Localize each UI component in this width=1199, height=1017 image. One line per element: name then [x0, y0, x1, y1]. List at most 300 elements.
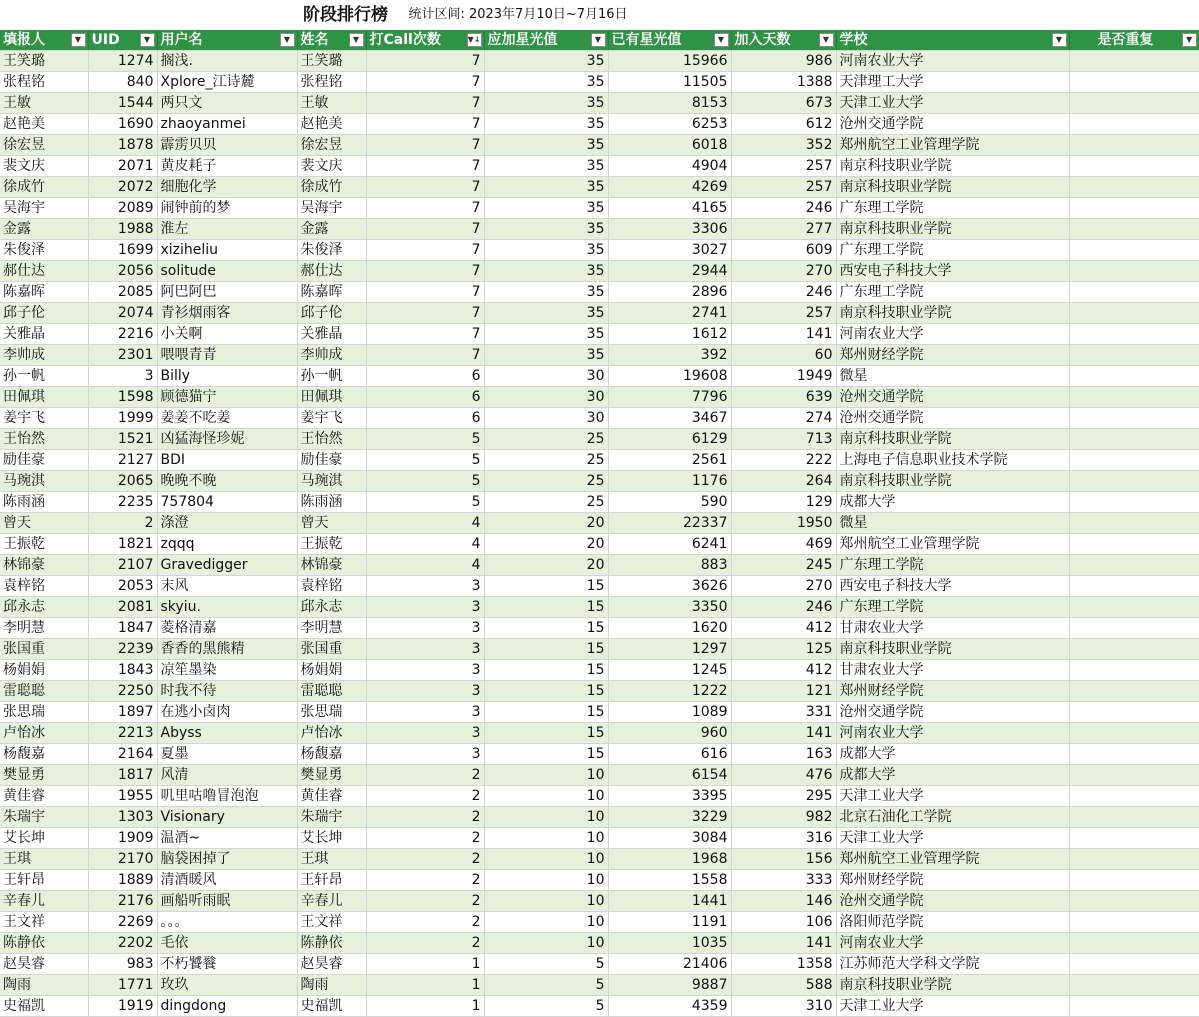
header-reporter[interactable] — [0, 30, 88, 51]
cell-school[interactable]: 沧州交通学院 — [836, 702, 1069, 723]
cell-name[interactable]: 黄佳睿 — [297, 786, 366, 807]
cell-call-count[interactable]: 6 — [366, 366, 484, 387]
cell-reporter[interactable]: 史福凯 — [0, 996, 88, 1017]
cell-uid[interactable]: 2202 — [88, 933, 157, 954]
cell-name[interactable]: 徐成竹 — [297, 177, 366, 198]
cell-name[interactable]: 袁梓铭 — [297, 576, 366, 597]
cell-uid[interactable]: 2250 — [88, 681, 157, 702]
cell-current-star[interactable]: 1245 — [608, 660, 731, 681]
cell-reporter[interactable]: 雷聪聪 — [0, 681, 88, 702]
cell-username[interactable]: 叽里咕噜冒泡泡 — [157, 786, 297, 807]
cell-school[interactable]: 甘肃农业大学 — [836, 660, 1069, 681]
cell-duplicate[interactable] — [1069, 261, 1199, 282]
cell-duplicate[interactable] — [1069, 702, 1199, 723]
cell-uid[interactable]: 2107 — [88, 555, 157, 576]
filter-dropdown-icon[interactable]: ▼ — [819, 33, 834, 47]
cell-school[interactable]: 微星 — [836, 366, 1069, 387]
cell-duplicate[interactable] — [1069, 639, 1199, 660]
cell-days-joined[interactable]: 412 — [731, 660, 836, 681]
cell-call-count[interactable]: 2 — [366, 828, 484, 849]
filter-dropdown-icon[interactable]: ▼ — [71, 33, 86, 47]
cell-current-star[interactable]: 3027 — [608, 240, 731, 261]
cell-reporter[interactable]: 艾长坤 — [0, 828, 88, 849]
cell-uid[interactable]: 2053 — [88, 576, 157, 597]
cell-name[interactable]: 郝仕达 — [297, 261, 366, 282]
cell-current-star[interactable]: 4165 — [608, 198, 731, 219]
cell-duplicate[interactable] — [1069, 828, 1199, 849]
cell-username[interactable]: 两只文 — [157, 93, 297, 114]
cell-school[interactable]: 沧州交通学院 — [836, 408, 1069, 429]
cell-duplicate[interactable] — [1069, 576, 1199, 597]
cell-call-count[interactable]: 5 — [366, 429, 484, 450]
cell-name[interactable]: 马琬淇 — [297, 471, 366, 492]
cell-call-count[interactable]: 3 — [366, 681, 484, 702]
filter-dropdown-icon[interactable]: ▼ — [714, 33, 729, 47]
cell-reporter[interactable]: 林锦豪 — [0, 555, 88, 576]
cell-days-joined[interactable]: 257 — [731, 177, 836, 198]
cell-name[interactable]: 王怡然 — [297, 429, 366, 450]
cell-name[interactable]: 陶雨 — [297, 975, 366, 996]
cell-school[interactable]: 成都大学 — [836, 744, 1069, 765]
cell-days-joined[interactable]: 1950 — [731, 513, 836, 534]
cell-days-joined[interactable]: 1358 — [731, 954, 836, 975]
cell-days-joined[interactable]: 316 — [731, 828, 836, 849]
cell-due-star[interactable]: 35 — [484, 240, 608, 261]
cell-call-count[interactable]: 6 — [366, 408, 484, 429]
cell-school[interactable]: 郑州航空工业管理学院 — [836, 849, 1069, 870]
cell-due-star[interactable]: 35 — [484, 51, 608, 72]
cell-username[interactable]: zhaoyanmei — [157, 114, 297, 135]
cell-days-joined[interactable]: 310 — [731, 996, 836, 1017]
cell-reporter[interactable]: 曾天 — [0, 513, 88, 534]
cell-duplicate[interactable] — [1069, 681, 1199, 702]
cell-name[interactable]: 赵昊睿 — [297, 954, 366, 975]
cell-call-count[interactable]: 7 — [366, 219, 484, 240]
cell-uid[interactable]: 2074 — [88, 303, 157, 324]
cell-username[interactable]: 在逃小卤肉 — [157, 702, 297, 723]
cell-current-star[interactable]: 1968 — [608, 849, 731, 870]
cell-duplicate[interactable] — [1069, 93, 1199, 114]
cell-reporter[interactable]: 关雅晶 — [0, 324, 88, 345]
cell-days-joined[interactable]: 125 — [731, 639, 836, 660]
cell-name[interactable]: 田佩琪 — [297, 387, 366, 408]
cell-current-star[interactable]: 1176 — [608, 471, 731, 492]
cell-duplicate[interactable] — [1069, 72, 1199, 93]
cell-current-star[interactable]: 960 — [608, 723, 731, 744]
cell-call-count[interactable]: 7 — [366, 303, 484, 324]
header-due-star[interactable] — [484, 30, 608, 51]
cell-current-star[interactable]: 883 — [608, 555, 731, 576]
cell-duplicate[interactable] — [1069, 744, 1199, 765]
cell-duplicate[interactable] — [1069, 471, 1199, 492]
cell-reporter[interactable]: 马琬淇 — [0, 471, 88, 492]
cell-due-star[interactable]: 35 — [484, 303, 608, 324]
cell-uid[interactable]: 1544 — [88, 93, 157, 114]
cell-uid[interactable]: 2072 — [88, 177, 157, 198]
cell-call-count[interactable]: 3 — [366, 744, 484, 765]
cell-school[interactable]: 南京科技职业学院 — [836, 177, 1069, 198]
cell-days-joined[interactable]: 106 — [731, 912, 836, 933]
cell-uid[interactable]: 1889 — [88, 870, 157, 891]
cell-username[interactable]: 夏墨 — [157, 744, 297, 765]
cell-due-star[interactable]: 35 — [484, 261, 608, 282]
cell-uid[interactable]: 3 — [88, 366, 157, 387]
cell-uid[interactable]: 2056 — [88, 261, 157, 282]
cell-call-count[interactable]: 3 — [366, 660, 484, 681]
cell-username[interactable]: xiziheliu — [157, 240, 297, 261]
cell-call-count[interactable]: 5 — [366, 471, 484, 492]
cell-days-joined[interactable]: 612 — [731, 114, 836, 135]
cell-reporter[interactable]: 徐成竹 — [0, 177, 88, 198]
cell-name[interactable]: 李帅成 — [297, 345, 366, 366]
cell-name[interactable]: 林锦豪 — [297, 555, 366, 576]
filter-dropdown-icon[interactable]: ▼ — [140, 33, 155, 47]
cell-name[interactable]: 徐宏昱 — [297, 135, 366, 156]
cell-duplicate[interactable] — [1069, 135, 1199, 156]
cell-call-count[interactable]: 2 — [366, 765, 484, 786]
cell-reporter[interactable]: 裴文庆 — [0, 156, 88, 177]
filter-dropdown-icon[interactable]: ▼ — [1052, 33, 1067, 47]
cell-username[interactable]: 霹雳贝贝 — [157, 135, 297, 156]
cell-uid[interactable]: 2164 — [88, 744, 157, 765]
cell-duplicate[interactable] — [1069, 996, 1199, 1017]
cell-duplicate[interactable] — [1069, 555, 1199, 576]
cell-days-joined[interactable]: 121 — [731, 681, 836, 702]
cell-days-joined[interactable]: 333 — [731, 870, 836, 891]
cell-due-star[interactable]: 15 — [484, 597, 608, 618]
header-school[interactable] — [836, 30, 1069, 51]
cell-duplicate[interactable] — [1069, 660, 1199, 681]
cell-username[interactable]: 时我不待 — [157, 681, 297, 702]
cell-username[interactable]: 757804 — [157, 492, 297, 513]
cell-reporter[interactable]: 王轩昂 — [0, 870, 88, 891]
cell-uid[interactable]: 983 — [88, 954, 157, 975]
cell-name[interactable]: 李明慧 — [297, 618, 366, 639]
cell-username[interactable]: Abyss — [157, 723, 297, 744]
cell-school[interactable]: 天津工业大学 — [836, 996, 1069, 1017]
cell-due-star[interactable]: 35 — [484, 114, 608, 135]
cell-days-joined[interactable]: 156 — [731, 849, 836, 870]
cell-duplicate[interactable] — [1069, 933, 1199, 954]
filter-dropdown-icon[interactable]: ▼ — [349, 33, 364, 47]
cell-days-joined[interactable]: 295 — [731, 786, 836, 807]
cell-school[interactable]: 广东理工学院 — [836, 282, 1069, 303]
cell-duplicate[interactable] — [1069, 513, 1199, 534]
cell-current-star[interactable]: 6154 — [608, 765, 731, 786]
cell-reporter[interactable]: 田佩琪 — [0, 387, 88, 408]
header-days-joined[interactable] — [731, 30, 836, 51]
cell-username[interactable]: 脑袋困掉了 — [157, 849, 297, 870]
cell-call-count[interactable]: 7 — [366, 93, 484, 114]
cell-name[interactable]: 杨娟娟 — [297, 660, 366, 681]
cell-days-joined[interactable]: 60 — [731, 345, 836, 366]
cell-reporter[interactable]: 王文祥 — [0, 912, 88, 933]
cell-name[interactable]: 陈静依 — [297, 933, 366, 954]
cell-call-count[interactable]: 2 — [366, 912, 484, 933]
cell-call-count[interactable]: 2 — [366, 933, 484, 954]
cell-current-star[interactable]: 2561 — [608, 450, 731, 471]
cell-duplicate[interactable] — [1069, 240, 1199, 261]
cell-school[interactable]: 南京科技职业学院 — [836, 219, 1069, 240]
cell-days-joined[interactable]: 986 — [731, 51, 836, 72]
cell-call-count[interactable]: 7 — [366, 324, 484, 345]
cell-username[interactable]: Billy — [157, 366, 297, 387]
cell-uid[interactable]: 2239 — [88, 639, 157, 660]
cell-uid[interactable]: 2071 — [88, 156, 157, 177]
cell-name[interactable]: 陈雨涵 — [297, 492, 366, 513]
cell-due-star[interactable]: 15 — [484, 723, 608, 744]
cell-duplicate[interactable] — [1069, 51, 1199, 72]
cell-days-joined[interactable]: 245 — [731, 555, 836, 576]
cell-username[interactable]: 玫玖 — [157, 975, 297, 996]
cell-days-joined[interactable]: 639 — [731, 387, 836, 408]
cell-uid[interactable]: 2081 — [88, 597, 157, 618]
cell-days-joined[interactable]: 673 — [731, 93, 836, 114]
cell-uid[interactable]: 1598 — [88, 387, 157, 408]
cell-name[interactable]: 王文祥 — [297, 912, 366, 933]
cell-duplicate[interactable] — [1069, 114, 1199, 135]
cell-reporter[interactable]: 杨馥嘉 — [0, 744, 88, 765]
cell-username[interactable]: 涤澄 — [157, 513, 297, 534]
cell-reporter[interactable]: 卢怡冰 — [0, 723, 88, 744]
cell-reporter[interactable]: 孙一帆 — [0, 366, 88, 387]
cell-current-star[interactable]: 1191 — [608, 912, 731, 933]
cell-reporter[interactable]: 金露 — [0, 219, 88, 240]
cell-reporter[interactable]: 杨娟娟 — [0, 660, 88, 681]
header-name[interactable] — [297, 30, 366, 51]
cell-call-count[interactable]: 4 — [366, 555, 484, 576]
cell-name[interactable]: 王轩昂 — [297, 870, 366, 891]
cell-school[interactable]: 南京科技职业学院 — [836, 639, 1069, 660]
cell-name[interactable]: 金露 — [297, 219, 366, 240]
cell-duplicate[interactable] — [1069, 198, 1199, 219]
cell-name[interactable]: 艾长坤 — [297, 828, 366, 849]
cell-username[interactable]: Visionary — [157, 807, 297, 828]
cell-name[interactable]: 陈嘉晖 — [297, 282, 366, 303]
cell-due-star[interactable]: 15 — [484, 660, 608, 681]
cell-username[interactable]: 阿巴阿巴 — [157, 282, 297, 303]
cell-school[interactable]: 成都大学 — [836, 765, 1069, 786]
cell-call-count[interactable]: 2 — [366, 870, 484, 891]
cell-due-star[interactable]: 35 — [484, 93, 608, 114]
cell-uid[interactable]: 1999 — [88, 408, 157, 429]
cell-reporter[interactable]: 张国重 — [0, 639, 88, 660]
cell-current-star[interactable]: 8153 — [608, 93, 731, 114]
cell-due-star[interactable]: 25 — [484, 471, 608, 492]
cell-school[interactable]: 天津工业大学 — [836, 93, 1069, 114]
cell-username[interactable]: 晚晚不晚 — [157, 471, 297, 492]
cell-username[interactable]: 不朽饕餮 — [157, 954, 297, 975]
cell-uid[interactable]: 2170 — [88, 849, 157, 870]
cell-reporter[interactable]: 王怡然 — [0, 429, 88, 450]
cell-duplicate[interactable] — [1069, 387, 1199, 408]
cell-call-count[interactable]: 7 — [366, 282, 484, 303]
cell-current-star[interactable]: 2741 — [608, 303, 731, 324]
cell-name[interactable]: 王振乾 — [297, 534, 366, 555]
cell-name[interactable]: 杨馥嘉 — [297, 744, 366, 765]
cell-current-star[interactable]: 1089 — [608, 702, 731, 723]
cell-name[interactable]: 裴文庆 — [297, 156, 366, 177]
cell-name[interactable]: 朱瑞宇 — [297, 807, 366, 828]
cell-uid[interactable]: 1690 — [88, 114, 157, 135]
cell-username[interactable]: 温酒~ — [157, 828, 297, 849]
cell-call-count[interactable]: 1 — [366, 954, 484, 975]
cell-duplicate[interactable] — [1069, 870, 1199, 891]
cell-call-count[interactable]: 1 — [366, 996, 484, 1017]
cell-due-star[interactable]: 35 — [484, 135, 608, 156]
cell-call-count[interactable]: 3 — [366, 618, 484, 639]
cell-current-star[interactable]: 392 — [608, 345, 731, 366]
cell-school[interactable]: 沧州交通学院 — [836, 114, 1069, 135]
cell-school[interactable]: 南京科技职业学院 — [836, 975, 1069, 996]
cell-reporter[interactable]: 朱俊泽 — [0, 240, 88, 261]
cell-uid[interactable]: 1843 — [88, 660, 157, 681]
cell-due-star[interactable]: 35 — [484, 219, 608, 240]
cell-days-joined[interactable]: 163 — [731, 744, 836, 765]
cell-school[interactable]: 沧州交通学院 — [836, 891, 1069, 912]
cell-due-star[interactable]: 25 — [484, 450, 608, 471]
cell-current-star[interactable]: 1035 — [608, 933, 731, 954]
cell-uid[interactable]: 1303 — [88, 807, 157, 828]
header-current-star[interactable] — [608, 30, 731, 51]
cell-current-star[interactable]: 6129 — [608, 429, 731, 450]
cell-school[interactable]: 上海电子信息职业技术学院 — [836, 450, 1069, 471]
cell-current-star[interactable]: 7796 — [608, 387, 731, 408]
cell-duplicate[interactable] — [1069, 429, 1199, 450]
cell-name[interactable]: 王笑璐 — [297, 51, 366, 72]
cell-school[interactable]: 广东理工学院 — [836, 240, 1069, 261]
cell-school[interactable]: 河南农业大学 — [836, 723, 1069, 744]
cell-days-joined[interactable]: 270 — [731, 576, 836, 597]
cell-call-count[interactable]: 2 — [366, 891, 484, 912]
cell-call-count[interactable]: 2 — [366, 807, 484, 828]
cell-reporter[interactable]: 赵艳美 — [0, 114, 88, 135]
cell-username[interactable]: 凉笙墨染 — [157, 660, 297, 681]
cell-due-star[interactable]: 30 — [484, 366, 608, 387]
cell-school[interactable]: 南京科技职业学院 — [836, 471, 1069, 492]
cell-reporter[interactable]: 王敏 — [0, 93, 88, 114]
cell-reporter[interactable]: 辛春儿 — [0, 891, 88, 912]
cell-days-joined[interactable]: 331 — [731, 702, 836, 723]
cell-current-star[interactable]: 2896 — [608, 282, 731, 303]
cell-days-joined[interactable]: 352 — [731, 135, 836, 156]
cell-due-star[interactable]: 10 — [484, 828, 608, 849]
cell-name[interactable]: 朱俊泽 — [297, 240, 366, 261]
header-call-count[interactable] — [366, 30, 484, 51]
cell-current-star[interactable]: 3229 — [608, 807, 731, 828]
cell-call-count[interactable]: 7 — [366, 114, 484, 135]
cell-call-count[interactable]: 3 — [366, 639, 484, 660]
cell-school[interactable]: 南京科技职业学院 — [836, 156, 1069, 177]
cell-name[interactable]: 张程铭 — [297, 72, 366, 93]
cell-uid[interactable]: 1955 — [88, 786, 157, 807]
cell-school[interactable]: 广东理工学院 — [836, 597, 1069, 618]
cell-reporter[interactable]: 陈静依 — [0, 933, 88, 954]
cell-days-joined[interactable]: 982 — [731, 807, 836, 828]
cell-duplicate[interactable] — [1069, 408, 1199, 429]
cell-duplicate[interactable] — [1069, 891, 1199, 912]
cell-current-star[interactable]: 11505 — [608, 72, 731, 93]
cell-username[interactable]: 黄皮耗子 — [157, 156, 297, 177]
cell-due-star[interactable]: 15 — [484, 744, 608, 765]
cell-username[interactable]: skyiu. — [157, 597, 297, 618]
cell-reporter[interactable]: 王振乾 — [0, 534, 88, 555]
cell-due-star[interactable]: 35 — [484, 72, 608, 93]
cell-current-star[interactable]: 6241 — [608, 534, 731, 555]
cell-days-joined[interactable]: 609 — [731, 240, 836, 261]
cell-reporter[interactable]: 王笑璐 — [0, 51, 88, 72]
cell-call-count[interactable]: 3 — [366, 576, 484, 597]
cell-current-star[interactable]: 1612 — [608, 324, 731, 345]
cell-uid[interactable]: 1909 — [88, 828, 157, 849]
cell-current-star[interactable]: 590 — [608, 492, 731, 513]
cell-school[interactable]: 广东理工学院 — [836, 555, 1069, 576]
cell-username[interactable]: 青衫烟雨客 — [157, 303, 297, 324]
cell-school[interactable]: 天津工业大学 — [836, 786, 1069, 807]
cell-name[interactable]: 王敏 — [297, 93, 366, 114]
cell-due-star[interactable]: 10 — [484, 912, 608, 933]
cell-duplicate[interactable] — [1069, 156, 1199, 177]
cell-school[interactable]: 郑州财经学院 — [836, 681, 1069, 702]
cell-reporter[interactable]: 赵昊睿 — [0, 954, 88, 975]
cell-name[interactable]: 赵艳美 — [297, 114, 366, 135]
cell-username[interactable]: 喂喂青青 — [157, 345, 297, 366]
cell-current-star[interactable]: 616 — [608, 744, 731, 765]
cell-name[interactable]: 邱永志 — [297, 597, 366, 618]
cell-uid[interactable]: 1274 — [88, 51, 157, 72]
cell-due-star[interactable]: 35 — [484, 345, 608, 366]
cell-days-joined[interactable]: 246 — [731, 597, 836, 618]
cell-call-count[interactable]: 7 — [366, 51, 484, 72]
cell-days-joined[interactable]: 129 — [731, 492, 836, 513]
cell-due-star[interactable]: 20 — [484, 555, 608, 576]
cell-school[interactable]: 江苏师范大学科文学院 — [836, 954, 1069, 975]
cell-name[interactable]: 邱子伦 — [297, 303, 366, 324]
cell-current-star[interactable]: 9887 — [608, 975, 731, 996]
cell-reporter[interactable]: 邱子伦 — [0, 303, 88, 324]
cell-reporter[interactable]: 陶雨 — [0, 975, 88, 996]
cell-username[interactable]: 小关啊 — [157, 324, 297, 345]
cell-due-star[interactable]: 5 — [484, 954, 608, 975]
cell-reporter[interactable]: 张程铭 — [0, 72, 88, 93]
cell-days-joined[interactable]: 246 — [731, 282, 836, 303]
cell-duplicate[interactable] — [1069, 492, 1199, 513]
filter-dropdown-icon[interactable]: ▼ — [280, 33, 295, 47]
cell-school[interactable]: 南京科技职业学院 — [836, 303, 1069, 324]
cell-name[interactable]: 孙一帆 — [297, 366, 366, 387]
cell-username[interactable]: Xplore_江诗麓 — [157, 72, 297, 93]
cell-call-count[interactable]: 5 — [366, 450, 484, 471]
cell-due-star[interactable]: 25 — [484, 429, 608, 450]
cell-current-star[interactable]: 3084 — [608, 828, 731, 849]
cell-username[interactable]: 菱格清嘉 — [157, 618, 297, 639]
cell-name[interactable]: 关雅晶 — [297, 324, 366, 345]
cell-uid[interactable]: 2269 — [88, 912, 157, 933]
cell-current-star[interactable]: 1222 — [608, 681, 731, 702]
cell-due-star[interactable]: 10 — [484, 807, 608, 828]
cell-call-count[interactable]: 7 — [366, 345, 484, 366]
cell-username[interactable]: 末风 — [157, 576, 297, 597]
cell-username[interactable]: solitude — [157, 261, 297, 282]
cell-days-joined[interactable]: 257 — [731, 303, 836, 324]
cell-days-joined[interactable]: 277 — [731, 219, 836, 240]
cell-current-star[interactable]: 6253 — [608, 114, 731, 135]
cell-due-star[interactable]: 35 — [484, 324, 608, 345]
cell-call-count[interactable]: 7 — [366, 198, 484, 219]
cell-name[interactable]: 张国重 — [297, 639, 366, 660]
cell-username[interactable]: 风清 — [157, 765, 297, 786]
cell-uid[interactable]: 2127 — [88, 450, 157, 471]
